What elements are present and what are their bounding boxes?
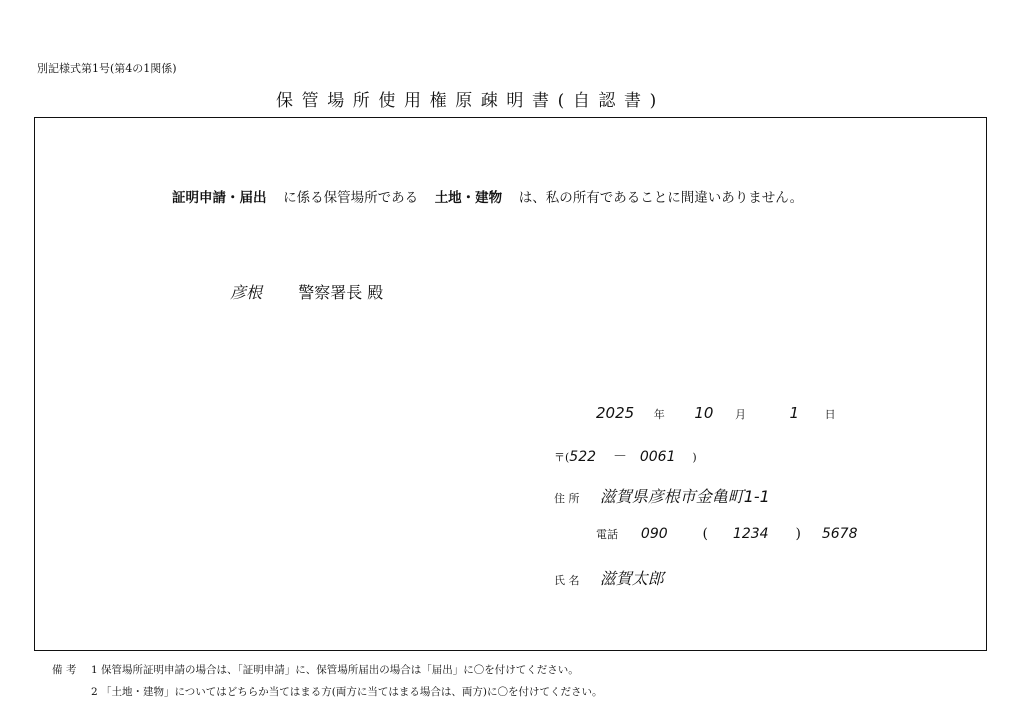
name-value: 滋賀太郎 bbox=[599, 569, 664, 588]
name-label: 氏 名 bbox=[554, 574, 580, 587]
note-2: 2 「土地・建物」についてはどちらか当てはまる方(両方に当てはまる場合は、両方)に〇を付けてください。 bbox=[91, 686, 603, 698]
document-title: 保管場所使用権原疎明書(自認書) bbox=[276, 91, 665, 111]
date-month-unit: 月 bbox=[734, 408, 746, 421]
statement-text-a: に係る保管場所である bbox=[283, 190, 419, 206]
addressee bbox=[230, 280, 383, 303]
date-line bbox=[596, 404, 836, 422]
note-1 bbox=[52, 662, 579, 677]
address-label: 住 所 bbox=[554, 492, 580, 505]
postal-dash: － bbox=[612, 449, 627, 465]
date-day: 1 bbox=[789, 404, 800, 422]
phone-middle: 1234 bbox=[732, 526, 769, 542]
form-number: 別記様式第1号(第4の1関係) bbox=[37, 62, 177, 75]
option-land-building: 土地・建物 bbox=[434, 190, 503, 206]
option-application-notification: 証明申請・届出 bbox=[172, 190, 267, 206]
statement-text-b: は、私の所有であることに間違いありません。 bbox=[518, 190, 804, 206]
phone-label: 電話 bbox=[596, 528, 618, 541]
date-year-unit: 年 bbox=[653, 408, 665, 421]
date-day-unit: 日 bbox=[824, 408, 836, 421]
date-month: 10 bbox=[694, 404, 714, 422]
phone-line bbox=[596, 526, 857, 542]
postal-code-second: 0061 bbox=[639, 449, 676, 465]
address-value: 滋賀県彦根市金亀町1-1 bbox=[599, 487, 770, 506]
notes-heading: 備 考 bbox=[52, 664, 77, 676]
police-chief-title: 警察署長 殿 bbox=[298, 283, 384, 302]
phone-last: 5678 bbox=[821, 526, 858, 542]
postal-close: ) bbox=[692, 451, 697, 464]
statement bbox=[172, 186, 803, 206]
date-year: 2025 bbox=[596, 404, 635, 422]
postal-mark: 〒( bbox=[554, 451, 570, 464]
name-line bbox=[554, 566, 664, 589]
postal-code-first: 522 bbox=[569, 449, 597, 465]
phone-close-paren: ) bbox=[795, 526, 801, 542]
address-line bbox=[554, 484, 770, 507]
postal-code-line bbox=[554, 446, 697, 466]
phone-area-code: 090 bbox=[640, 526, 668, 542]
note-1-text: 1 保管場所証明申請の場合は、「証明申請」に、保管場所届出の場合は「届出」に〇を付けてください。 bbox=[91, 664, 579, 676]
police-station-name: 彦根 bbox=[230, 283, 263, 302]
phone-open-paren: ( bbox=[702, 526, 709, 542]
